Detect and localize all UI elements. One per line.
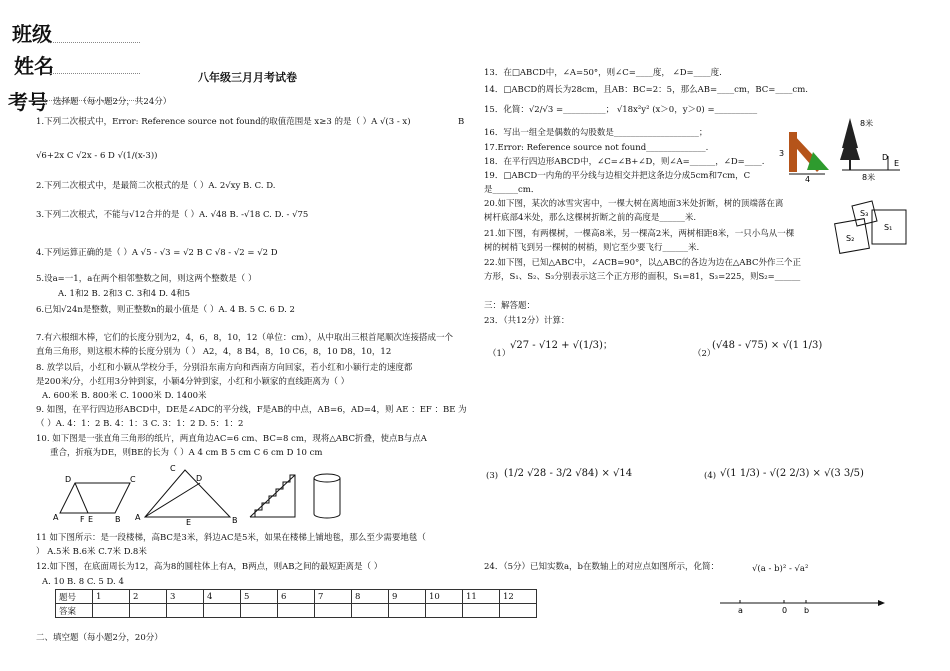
answer-table [55, 589, 537, 618]
answer-cell[interactable] [463, 604, 500, 618]
q21-label-8m: 8米 [862, 173, 876, 182]
q2-text: 2.下列二次根式中，是最简二次根式的是（ ）A. 2√xy B. C. D. [36, 181, 276, 191]
q23-p4-expr: √(1 1/3) - √(2 2/3) × √(3 3/5) [720, 468, 864, 479]
q22-label-s2: S₂ [846, 234, 855, 243]
q9-label-c: C [130, 475, 136, 484]
answer-num: 5 [241, 590, 278, 604]
q7-line2: 直角三角形，则这根木棒的长度分别为（ ） A2，4，8 B4，8，10 C6，8，10 D8，10，12 [36, 347, 392, 357]
q21-line2: 树的树梢飞到另一棵树的树梢，则它至少要飞行______米. [484, 243, 700, 253]
number-line-figure [720, 595, 885, 620]
q12-cylinder-figure [310, 472, 345, 522]
q5-text: 5.设a=一1，a在两个相邻整数之间，则这两个整数是（ ） [36, 274, 257, 284]
q12-options: A. 10 B. 8 C. 5 D. 4 [42, 577, 124, 587]
q11-line2: ） A.5米 B.6米 C.7米 D.8米 [36, 547, 147, 557]
axis-label-b: b [804, 606, 810, 615]
answer-num: 2 [130, 590, 167, 604]
answer-num: 6 [278, 590, 315, 604]
q6-text: 6.已知√24n是整数，则正整数n的最小值是（ ）A. 4 B. 5 C. 6 D. 2 [36, 305, 295, 315]
q7-line1: 7.有六根细木棒，它们的长度分别为2，4，6，8，10，12（单位：cm），从中取出三根首尾顺次连接搭成一个 [36, 333, 453, 343]
answer-num: 7 [315, 590, 352, 604]
class-label: 班级 [12, 22, 52, 46]
section2-heading: 二、填空题（每小题2分，20分） [36, 633, 163, 643]
q4-text: 4.下列运算正确的是（ ）A √5 - √3 = √2 B C √8 - √2 = √2 D [36, 248, 278, 258]
answer-table-label-answer: 答案 [56, 604, 93, 618]
id-label: 考号 [8, 90, 48, 114]
answer-cell[interactable] [204, 604, 241, 618]
q23-p3-expr: (1/2 √28 - 3/2 √84) × √14 [504, 468, 633, 479]
class-field[interactable] [48, 42, 140, 43]
q8-options: A. 600米 B. 800米 C. 1000米 D. 1400米 [42, 391, 207, 401]
answer-cell[interactable] [167, 604, 204, 618]
q3-text: 3.下列二次根式，不能与√12合并的是（ ）A. √48 B. -√18 C. D. - √75 [36, 210, 309, 220]
q22-squares-figure [832, 196, 912, 256]
q20-line2: 树杆底部4米处，那么这棵树折断之前的高度是______米. [484, 213, 697, 223]
q10-label-c: C [170, 464, 176, 473]
exam-title: 八年级三月月考试卷 [198, 71, 297, 84]
q20-line1: 20.如下图，某次的冰雪灾害中，一棵大树在离地面3米处折断，树的顶端落在离 [484, 199, 784, 209]
q23-p4-label: (4) [704, 471, 717, 481]
q9-label-f: F [80, 515, 85, 524]
q9-line1: 9. 如图，在平行四边形ABCD中，DE是∠ADC的平分线，F是AB的中点，AB=6，AD=4，则 AE ：EF ：BE 为 [36, 405, 467, 415]
answer-cell[interactable] [500, 604, 537, 618]
answer-cell[interactable] [352, 604, 389, 618]
answer-cell[interactable] [426, 604, 463, 618]
q17-text: 17.Error: Reference source not found______________. [484, 143, 709, 153]
q14-text: 14．□ABCD的周长为28cm，且AB：BC=2：5，那么AB=____cm，BC=____cm. [484, 85, 808, 95]
q11-line1: 11 如下图所示：是一段楼梯，高BC是3米，斜边AC是5米，如果在楼梯上铺地毯，那么至少需要地毯（ [36, 533, 426, 543]
section1-heading: 一、选择题（每小题2分，共24分） [36, 97, 172, 107]
q24-text: 24．（5分）已知实数a，b在数轴上的对应点如图所示，化简： [484, 562, 719, 572]
answer-cell[interactable] [130, 604, 167, 618]
axis-label-a: a [738, 606, 743, 615]
q23-p1-expr: √27 - √12 + √(1/3)； [510, 340, 613, 351]
q5-options: A. 1和2 B. 2和3 C. 3和4 D. 4和5 [58, 289, 191, 299]
q12-text: 12.如下图，在底面周长为12，高为8的圆柱体上有A，B两点，则AB之间的最短距离是（ ） [36, 562, 383, 572]
q9-label-e: E [88, 515, 94, 524]
q20-label-4: 4 [805, 175, 811, 184]
q8-line2: 是200米/分，小红用3分钟到家，小颖4分钟到家，小红和小颖家的直线距离为（ ） [36, 377, 350, 387]
q19-text-tail: 是______cm． [484, 185, 540, 195]
q23-text: 23．（共12分）计算： [484, 316, 570, 326]
q9-label-d: D [65, 475, 72, 484]
q1-options: √6+2x C √2x - 6 D √(1/(x-3)) [36, 151, 158, 161]
q21-line1: 21.如下图，有两棵树，一棵高8米，另一棵高2米，两树相距8米，一只小鸟从一棵 [484, 229, 795, 239]
q9-label-a: A [53, 513, 59, 522]
answer-table-header-row [56, 590, 537, 604]
q22-line2: 方形，S₁、S₂、S₃分别表示这三个正方形的面积，S₁=81，S₃=225，则S₂=______ [484, 272, 801, 282]
answer-table-label-number: 题号 [56, 590, 93, 604]
q23-p2-label: （2） [693, 349, 716, 359]
answer-num: 1 [93, 590, 130, 604]
q23-p1-label: （1） [488, 349, 511, 359]
answer-num: 9 [389, 590, 426, 604]
q10-label-a: A [135, 513, 141, 522]
q9-label-b: B [115, 515, 121, 524]
answer-cell[interactable] [241, 604, 278, 618]
q9-parallelogram-figure [53, 475, 140, 524]
q15-text: 15．化简：√2/√3 =__________； √18x²y² (x＞0，y＞0) =__________ [484, 105, 758, 115]
answer-num: 8 [352, 590, 389, 604]
q22-label-s3: S₃ [860, 209, 869, 218]
q21-label-8m-height: 8米 [860, 119, 874, 128]
answer-num: 12 [500, 590, 537, 604]
q10-label-b: B [232, 516, 238, 525]
name-label: 姓名 [14, 54, 54, 78]
q10-line2: 重合，折痕为DE，则BE的长为（ ）A 4 cm B 5 cm C 6 cm D 10 cm [50, 448, 323, 458]
q20-broken-tree-figure [779, 130, 832, 184]
q10-triangle-figure [135, 464, 240, 527]
q20-label-3: 3 [779, 149, 785, 158]
q10-label-e: E [186, 518, 192, 527]
answer-table-answer-row [56, 604, 537, 618]
name-field[interactable] [50, 73, 140, 74]
answer-num: 3 [167, 590, 204, 604]
answer-num: 4 [204, 590, 241, 604]
q13-text: 13．在□ABCD中，∠A=50°，则∠C=____度， ∠D=____度. [484, 68, 722, 78]
answer-cell[interactable] [93, 604, 130, 618]
q9-line2: （ ）A. 4：1：2 B. 4：1：3 C. 3：1：2 D. 5：1：2 [36, 419, 244, 429]
q22-label-s1: S₁ [884, 223, 893, 232]
q16-text: 16．写出一组全是偶数的勾股数是____________________； [484, 128, 708, 138]
q10-line1: 10. 如下图是一张直角三角形的纸片，两直角边AC=6 cm、BC=8 cm，现将△ABC折叠，使点B与点A [36, 434, 427, 444]
q1-text: 1.下列二次根式中，Error: Reference source not found的取值范围是 x≥3 的是（ ）A √(3 - x) [36, 117, 411, 127]
q1-option-b: B [458, 117, 465, 127]
answer-cell[interactable] [315, 604, 352, 618]
q18-text: 18．在平行四边形ABCD中，∠C=∠B+∠D，则∠A=______，∠D=____. [484, 157, 765, 167]
q24-expr: √(a - b)² - √a² [752, 564, 809, 574]
answer-num: 11 [463, 590, 500, 604]
q19-text: 19．□ABCD一内角的平分线与边相交并把这条边分成5cm和7cm，C [484, 171, 751, 181]
q8-line1: 8. 放学以后，小红和小颖从学校分手，分别沿东南方向和西南方向回家，若小红和小颖行走的速度都 [36, 363, 413, 373]
answer-cell[interactable] [389, 604, 426, 618]
q23-p3-label: (3) [486, 471, 499, 481]
q21-label-d: D [882, 153, 889, 162]
q21-label-e: E [894, 159, 900, 168]
answer-cell[interactable] [278, 604, 315, 618]
q11-staircase-figure [250, 472, 300, 520]
q23-p2-expr: (√48 - √75) × √(1 1/3) [712, 340, 823, 351]
axis-label-0: 0 [782, 606, 788, 615]
q22-line1: 22.如下图，已知△ABC中，∠ACB=90°，以△ABC的各边为边在△ABC外作三个正 [484, 258, 801, 268]
q10-label-d: D [196, 474, 203, 483]
q21-two-trees-figure [838, 118, 908, 182]
answer-num: 10 [426, 590, 463, 604]
section3-heading: 三：解答题： [484, 301, 536, 311]
